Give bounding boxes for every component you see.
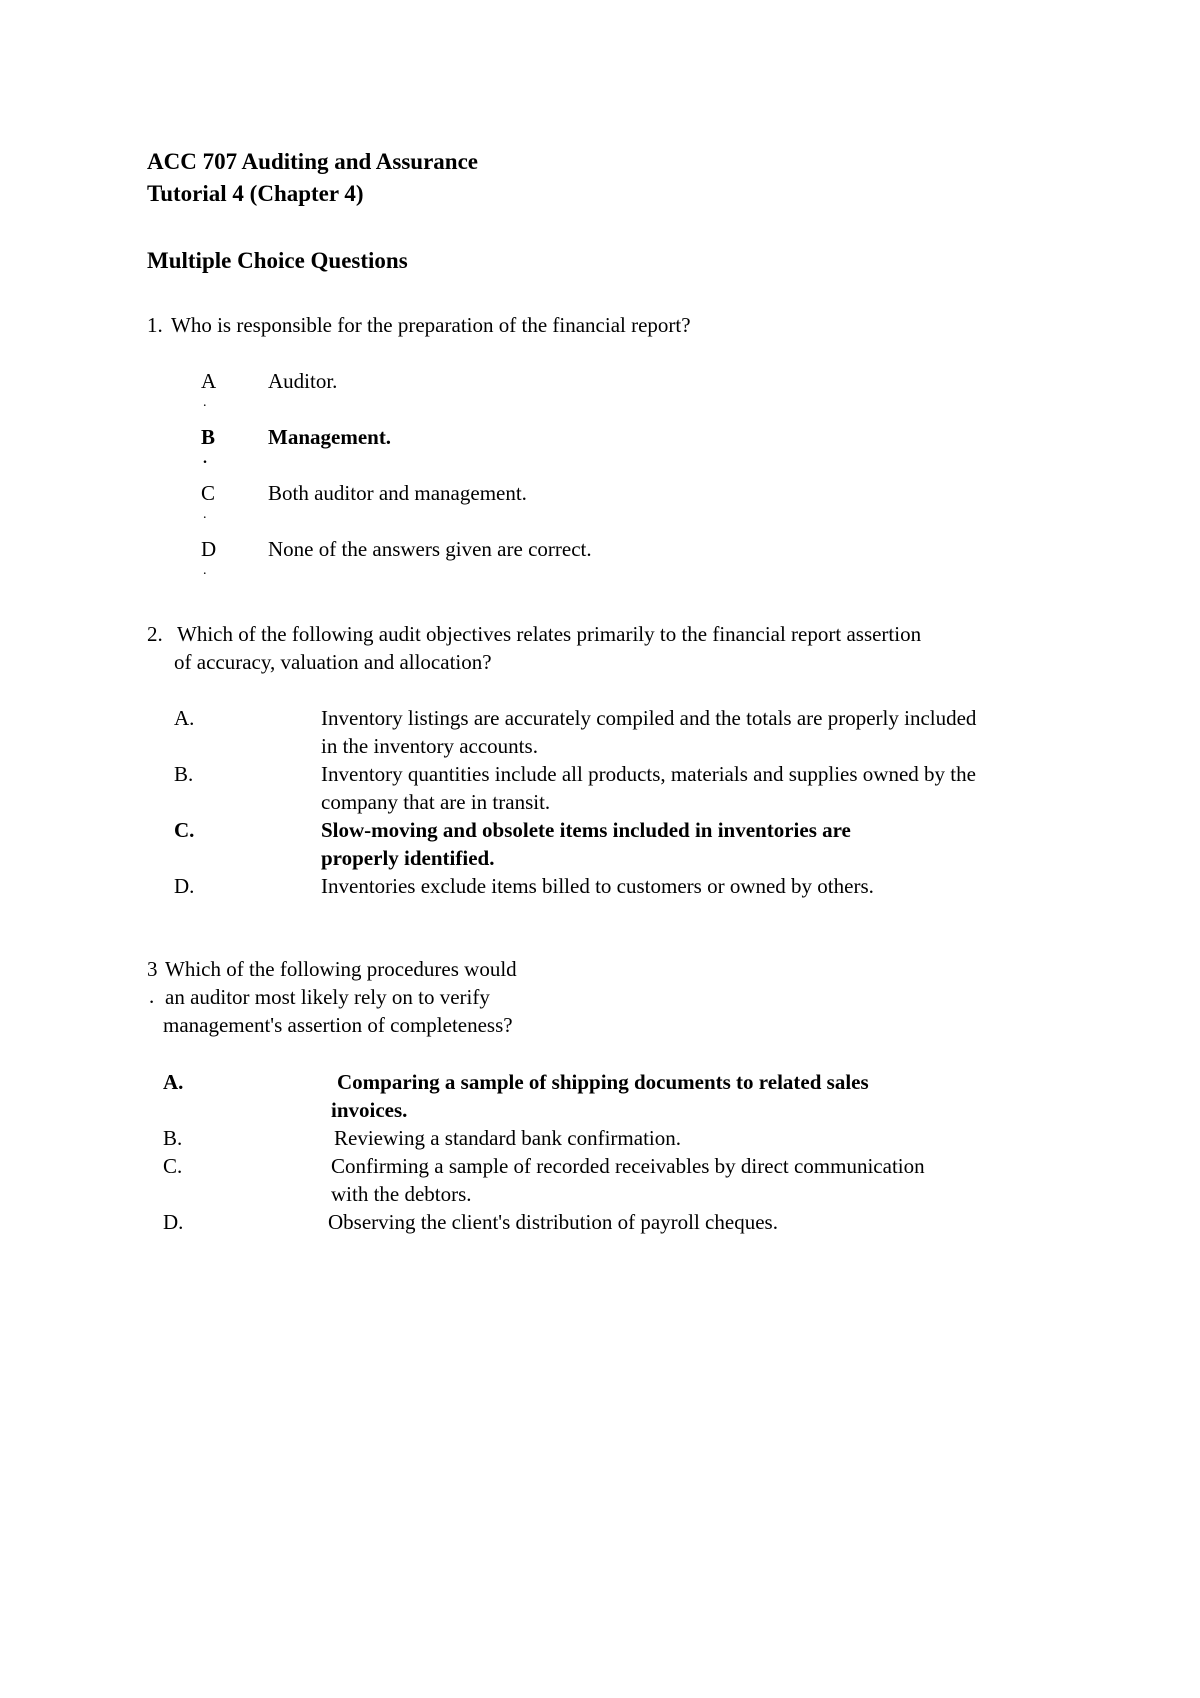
- q1-option-a-letter: A: [201, 369, 217, 393]
- q3-option-c-line2: with the debtors.: [331, 1182, 472, 1206]
- q1-option-d-letter: D: [201, 537, 217, 561]
- q3-number: 3: [147, 957, 158, 981]
- q3-text-line3: management's assertion of completeness?: [163, 1013, 513, 1037]
- q2-option-c-letter: C.: [174, 818, 195, 842]
- q2-option-a-line2: in the inventory accounts.: [321, 734, 538, 758]
- q1-option-c-text: Both auditor and management.: [268, 481, 527, 505]
- tutorial-title: Tutorial 4 (Chapter 4): [147, 181, 364, 206]
- q3-option-c-line1: Confirming a sample of recorded receivables by direct communication: [331, 1154, 925, 1178]
- q2-option-c-line1: Slow-moving and obsolete items included in inventories are: [321, 818, 851, 842]
- q2-option-b-letter: B.: [174, 762, 194, 786]
- q3-option-b-letter: B.: [163, 1126, 183, 1150]
- q3-option-a-line2: invoices.: [331, 1098, 408, 1122]
- q3-text-line1: Which of the following procedures would: [165, 957, 517, 981]
- section-title: Multiple Choice Questions: [147, 248, 408, 273]
- q1-option-d-text: None of the answers given are correct.: [268, 537, 592, 561]
- q3-text-line2: an auditor most likely rely on to verify: [165, 985, 490, 1009]
- q3-option-d-letter: D.: [163, 1210, 184, 1234]
- q1-option-d-dot: .: [203, 563, 207, 578]
- q3-option-a-letter: A.: [163, 1070, 184, 1094]
- q2-option-b-line1: Inventory quantities include all products, materials and supplies owned by the: [321, 762, 976, 786]
- q2-option-c-line2: properly identified.: [321, 846, 495, 870]
- q1-option-c-letter: C: [201, 481, 216, 505]
- q3-dot: .: [149, 984, 155, 1008]
- course-title: ACC 707 Auditing and Assurance: [147, 149, 479, 174]
- q2-option-d-line1: Inventories exclude items billed to customers or owned by others.: [321, 874, 874, 898]
- q2-option-b-line2: company that are in transit.: [321, 790, 551, 814]
- q1-option-b-dot: .: [203, 450, 207, 467]
- q1-option-a-text: Auditor.: [268, 369, 338, 393]
- q2-option-a-letter: A.: [174, 706, 195, 730]
- q3-option-b-line1: Reviewing a standard bank confirmation.: [334, 1126, 681, 1150]
- q1-option-c-dot: .: [203, 507, 207, 522]
- q2-number: 2.: [147, 622, 163, 646]
- q2-text-line2: of accuracy, valuation and allocation?: [174, 650, 492, 674]
- q3-option-d-line1: Observing the client's distribution of payroll cheques.: [328, 1210, 778, 1234]
- q1-option-b-text: Management.: [268, 425, 392, 449]
- q3-option-a-line1: Comparing a sample of shipping documents to related sales: [337, 1070, 869, 1094]
- q2-option-a-line1: Inventory listings are accurately compiled and the totals are properly included: [321, 706, 977, 730]
- q1-number: 1.: [147, 313, 163, 337]
- q2-option-d-letter: D.: [174, 874, 195, 898]
- q2-text-line1: Which of the following audit objectives relates primarily to the financial report assertion: [177, 622, 922, 646]
- q1-option-a-dot: .: [203, 395, 207, 410]
- q1-option-b-letter: B: [201, 425, 216, 449]
- q1-text: Who is responsible for the preparation of the financial report?: [171, 313, 691, 337]
- q3-option-c-letter: C.: [163, 1154, 183, 1178]
